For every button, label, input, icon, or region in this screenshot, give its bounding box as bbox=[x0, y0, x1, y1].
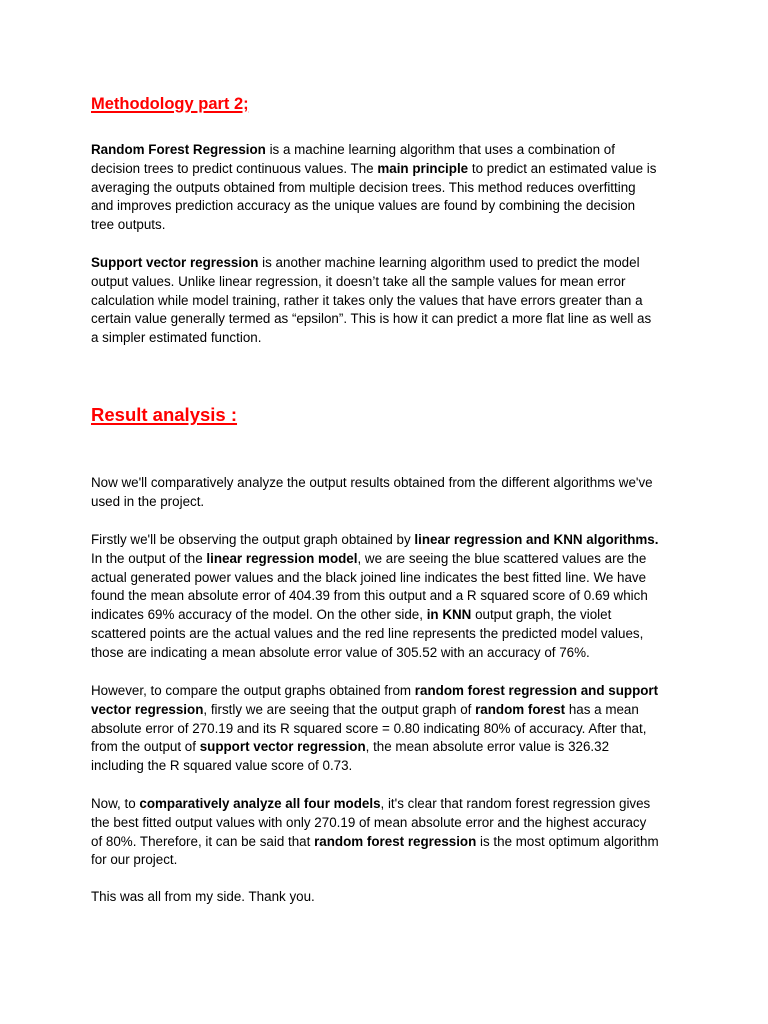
svr-paragraph bbox=[91, 254, 691, 348]
text-run: actual generated power values and the black joined line indicates the best fitted line. We have bbox=[91, 569, 647, 585]
bold-text: vector regression bbox=[91, 701, 204, 717]
text-run: including the R squared value score of 0.73. bbox=[91, 758, 353, 774]
text-run: decision trees to predict continuous values. The bbox=[91, 160, 378, 176]
text-run: found the mean absolute error of 404.39 from this output and a R squared score of 0.69 which bbox=[91, 588, 648, 604]
methodology-heading: Methodology part 2; bbox=[91, 95, 249, 113]
text-run: used in the project. bbox=[91, 493, 205, 509]
text-line bbox=[91, 569, 691, 588]
text-line bbox=[91, 833, 691, 852]
text-run: those are indicating a mean absolute error value of 305.52 with an accuracy of 76%. bbox=[91, 644, 590, 660]
bold-text: linear regression model bbox=[206, 550, 358, 566]
text-run: is another machine learning algorithm used to predict the model bbox=[258, 255, 640, 270]
text-run: for our project. bbox=[91, 852, 178, 868]
bold-text: main principle bbox=[377, 160, 469, 176]
result-analysis-heading: Result analysis : bbox=[91, 404, 238, 425]
text-run: to predict an estimated value is bbox=[468, 160, 657, 176]
text-run: , it's clear that random forest regression gives bbox=[380, 796, 651, 811]
text-line bbox=[91, 550, 691, 569]
text-line bbox=[91, 197, 691, 216]
text-line bbox=[91, 851, 691, 870]
text-line bbox=[91, 644, 691, 663]
text-line bbox=[91, 757, 691, 776]
text-run: output values. Unlike linear regression, it doesn’t take all the sample values for mean error bbox=[91, 273, 626, 289]
bold-text: support vector regression bbox=[199, 739, 366, 755]
text-run: a simpler estimated function. bbox=[91, 330, 262, 346]
text-line bbox=[91, 814, 691, 833]
bold-text: Random Forest Regression bbox=[91, 142, 266, 157]
text-run: , we are seeing the blue scattered values are the bbox=[357, 550, 647, 566]
intro-paragraph bbox=[91, 474, 691, 512]
text-line bbox=[91, 888, 691, 907]
text-line bbox=[91, 606, 691, 625]
text-run: calculation while model training, rather it takes only the values that have errors greater than a bbox=[91, 292, 643, 308]
bold-text: random forest bbox=[475, 701, 566, 717]
text-run: is the most optimum algorithm bbox=[476, 833, 659, 849]
text-run: absolute error of 270.19 and its R squared score = 0.80 indicating 80% of accuracy. After that, bbox=[91, 720, 647, 736]
text-run: Now, to bbox=[91, 796, 140, 811]
text-run: scattered points are the actual values and the red line represents the predicted model values, bbox=[91, 625, 644, 641]
text-line bbox=[91, 292, 691, 311]
text-run: and improves prediction accuracy as the unique values are found by combining the decision bbox=[91, 198, 636, 214]
text-run: certain value generally termed as “epsilon”. This is how it can predict a more flat line as well as bbox=[91, 311, 652, 327]
text-line bbox=[91, 160, 691, 179]
text-line bbox=[91, 701, 691, 720]
text-run: tree outputs. bbox=[91, 217, 166, 233]
text-run: has a mean bbox=[565, 701, 639, 717]
text-run: Firstly we'll be observing the output graph obtained by bbox=[91, 532, 415, 547]
text-line bbox=[91, 179, 691, 198]
text-line bbox=[91, 795, 691, 814]
text-run: Now we'll comparatively analyze the output results obtained from the different algorithms we've bbox=[91, 475, 653, 490]
text-run: indicates 69% accuracy of the model. On the other side, bbox=[91, 607, 427, 623]
text-run: This was all from my side. Thank you. bbox=[91, 889, 315, 904]
text-run: However, to compare the output graphs obtained from bbox=[91, 683, 415, 698]
bold-text: in KNN bbox=[426, 607, 472, 623]
text-run: from the output of bbox=[91, 739, 200, 755]
conclusion-paragraph bbox=[91, 795, 691, 870]
bold-text: random forest regression and support bbox=[414, 683, 659, 698]
text-run: , firstly we are seeing that the output graph of bbox=[203, 701, 476, 717]
closing-paragraph bbox=[91, 888, 691, 907]
text-line bbox=[91, 587, 691, 606]
text-line bbox=[91, 493, 691, 512]
bold-text: comparatively analyze all four models bbox=[139, 796, 381, 811]
text-line bbox=[91, 310, 691, 329]
text-line bbox=[91, 474, 691, 493]
text-run: , the mean absolute error value is 326.32 bbox=[365, 739, 610, 755]
text-line bbox=[91, 216, 691, 235]
text-line bbox=[91, 625, 691, 644]
text-run: the best fitted output values with only 270.19 of mean absolute error and the highest accuracy bbox=[91, 814, 647, 830]
random-forest-paragraph bbox=[91, 141, 691, 235]
text-line bbox=[91, 254, 691, 273]
text-run: averaging the outputs obtained from multiple decision trees. This method reduces overfitting bbox=[91, 179, 636, 195]
text-run: of 80%. Therefore, it can be said that bbox=[91, 833, 315, 849]
text-line bbox=[91, 531, 691, 550]
text-line bbox=[91, 682, 691, 701]
text-line bbox=[91, 738, 691, 757]
text-run: is a machine learning algorithm that uses a combination of bbox=[265, 142, 615, 157]
linear-knn-paragraph bbox=[91, 531, 691, 663]
text-line bbox=[91, 720, 691, 739]
bold-text: linear regression and KNN algorithms. bbox=[414, 532, 659, 547]
text-line bbox=[91, 273, 691, 292]
text-run: In the output of the bbox=[91, 550, 207, 566]
text-line bbox=[91, 329, 691, 348]
bold-text: random forest regression bbox=[314, 833, 477, 849]
text-run: output graph, the violet bbox=[471, 607, 612, 623]
bold-text: Support vector regression bbox=[91, 255, 259, 270]
rf-svr-comparison-paragraph bbox=[91, 682, 691, 776]
text-line bbox=[91, 141, 691, 160]
